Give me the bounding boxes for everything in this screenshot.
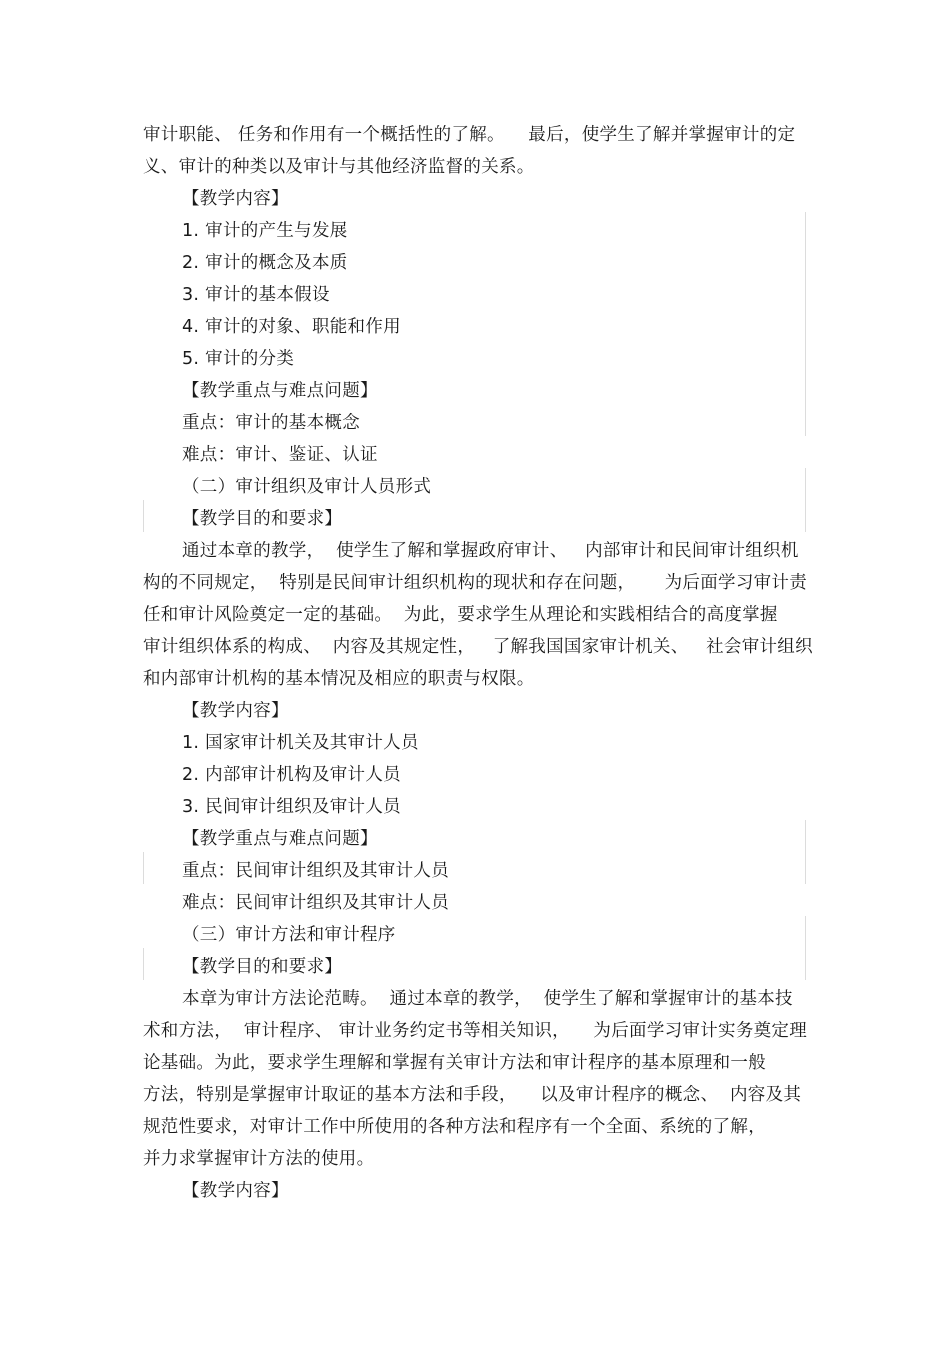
list-item: 2. 内部审计机构及审计人员 [182, 765, 401, 785]
content-heading: 【教学内容】 [182, 189, 289, 209]
list-item: 4. 审计的对象、职能和作用 [182, 317, 401, 337]
content-heading: 【教学内容】 [182, 701, 289, 721]
paragraph-line: 论基础。为此，要求学生理解和掌握有关审计方法和审计程序的基本原理和一般 [143, 1053, 766, 1073]
paragraph-line: 审计组织体系的构成、 内容及其规定性， 了解我国国家审计机关、 社会审计组织 [143, 637, 813, 657]
list-item: 1. 国家审计机关及其审计人员 [182, 733, 419, 753]
margin-rule [143, 852, 144, 884]
key-point: 重点：民间审计组织及其审计人员 [182, 861, 449, 881]
paragraph-line: 义、审计的种类以及审计与其他经济监督的关系。 [143, 157, 535, 177]
margin-rule [143, 500, 144, 532]
paragraph-line: 通过本章的教学， 使学生了解和掌握政府审计、 内部审计和民间审计组织机 [182, 541, 799, 561]
paragraph-line: 规范性要求，对审计工作中所使用的各种方法和程序有一个全面、系统的了解， [143, 1117, 766, 1137]
key-heading: 【教学重点与难点问题】 [182, 829, 378, 849]
key-heading: 【教学重点与难点问题】 [182, 381, 378, 401]
margin-rule [805, 468, 806, 532]
goal-heading: 【教学目的和要求】 [182, 957, 343, 977]
difficulty: 难点：民间审计组织及其审计人员 [182, 893, 449, 913]
paragraph-line: 和内部审计机构的基本情况及相应的职责与权限。 [143, 669, 535, 689]
paragraph-line: 方法，特别是掌握审计取证的基本方法和手段， 以及审计程序的概念、 内容及其 [143, 1085, 802, 1105]
margin-rule [805, 916, 806, 980]
paragraph-line: 任和审计风险奠定一定的基础。 为此，要求学生从理论和实践相结合的高度掌握 [143, 605, 778, 625]
section-title: （三）审计方法和审计程序 [182, 925, 396, 945]
content-heading: 【教学内容】 [182, 1181, 289, 1201]
paragraph-line: 本章为审计方法论范畴。 通过本章的教学， 使学生了解和掌握审计的基本技 [182, 989, 793, 1009]
list-item: 5. 审计的分类 [182, 349, 295, 369]
list-item: 1. 审计的产生与发展 [182, 221, 348, 241]
list-item: 3. 审计的基本假设 [182, 285, 330, 305]
margin-rule [805, 212, 806, 436]
paragraph-line: 构的不同规定， 特别是民间审计组织机构的现状和存在问题， 为后面学习审计责 [143, 573, 808, 593]
key-point: 重点：审计的基本概念 [182, 413, 360, 433]
paragraph-line: 并力求掌握审计方法的使用。 [143, 1149, 375, 1169]
margin-rule [805, 820, 806, 884]
paragraph-line: 审计职能、 任务和作用有一个概括性的了解。 最后，使学生了解并掌握审计的定 [143, 125, 796, 145]
difficulty: 难点：审计、鉴证、认证 [182, 445, 378, 465]
section-title: （二）审计组织及审计人员形式 [182, 477, 432, 497]
goal-heading: 【教学目的和要求】 [182, 509, 343, 529]
list-item: 2. 审计的概念及本质 [182, 253, 348, 273]
margin-rule [143, 948, 144, 980]
list-item: 3. 民间审计组织及审计人员 [182, 797, 401, 817]
paragraph-line: 术和方法， 审计程序、 审计业务约定书等相关知识， 为后面学习审计实务奠定理 [143, 1021, 808, 1041]
